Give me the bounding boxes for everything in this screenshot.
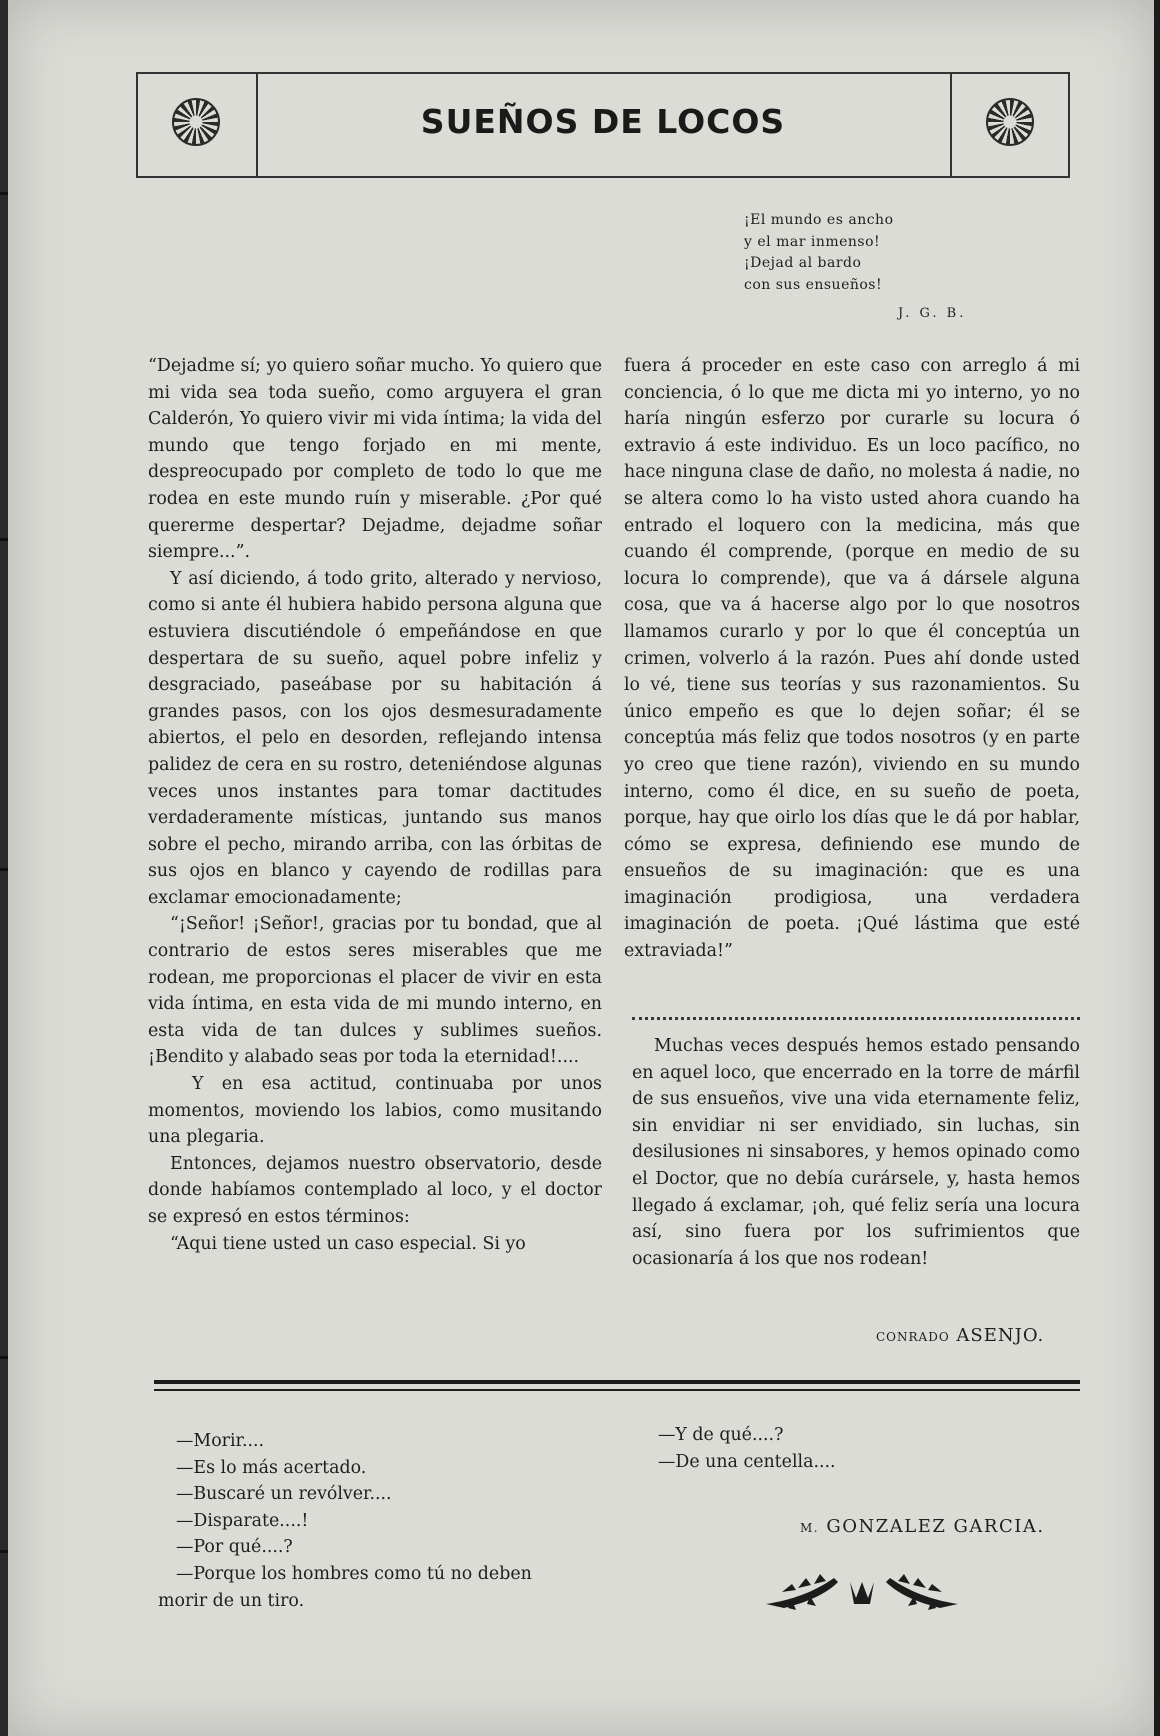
dialogue-right [658, 1422, 958, 1475]
epigraph-line: ¡El mundo es ancho [744, 212, 894, 228]
signature-surname: ASENJO. [956, 1325, 1045, 1346]
dialogue-line: morir de un tiro. [158, 1590, 305, 1611]
section-rule [154, 1389, 1080, 1391]
epigraph-line: ¡Dejad al bardo [744, 255, 862, 271]
floral-ornament-icon [762, 1570, 962, 1614]
dialogue-line: —Disparate....! [176, 1510, 309, 1531]
dotted-separator [632, 1007, 1080, 1020]
paragraph: “Aqui tiene usted un caso especial. Si yo [170, 1233, 526, 1254]
author-signature [876, 1325, 1044, 1346]
author-signature-2 [800, 1516, 1045, 1537]
dialogue-line: —Buscaré un revólver.... [176, 1484, 392, 1505]
section-rule [154, 1380, 1080, 1384]
right-column-continuation [632, 1033, 1080, 1272]
left-column [148, 353, 602, 1257]
signature-surname: GONZALEZ GARCIA. [826, 1516, 1045, 1537]
epigraph-line: con sus ensueños! [744, 276, 883, 293]
paragraph: “¡Señor! ¡Señor!, gracias por tu bondad, que al contrario de estos seres miserables que me rodean, me proporcionas el placer de vivir en esta vida íntima, en esta vida de mi mundo interno, en esta vida de tan dulces y sublimes sueños. ¡Bendito y alabado seas por toda la eternidad!.... [148, 914, 602, 1068]
page-title: SUEÑOS DE LOCOS [420, 102, 786, 141]
paragraph: Y así diciendo, á todo grito, alterado y nervioso, como si ante él hubiera habido persona alguna que estuviera discutiéndole ó empeñándose en que despertara de su sueño, aquel pobre infeliz y desgraciado, paseábase por su habitación á grandes pasos, con los ojos desmesuradamente abiertos, el pelo en desorden, reflejando intensa palidez de cera en su rostro, deteniéndose algunas veces unos instantes para tomar dactitudes verdaderamente místicas, juntando sus manos sobre el pecho, mirando arriba, con las órbitas de sus ojos en blanco y cayendo de rodillas para exclamar emocionadamente; [148, 568, 602, 908]
dialogue-line: —Porque los hombres como tú no deben [176, 1563, 532, 1584]
epigraph-author: J. G. B. [898, 306, 967, 321]
signature-first-name: CONRADO [876, 1330, 950, 1344]
paragraph: Y en esa actitud, continuaba por unos momentos, moviendo los labios, como musitando una plegaria. [148, 1074, 602, 1148]
dialogue-line: —Morir.... [176, 1431, 265, 1451]
epigraph-line: y el mar inmenso! [744, 233, 881, 250]
dialogue-left [158, 1428, 616, 1614]
dialogue-line: —Es lo más acertado. [176, 1457, 367, 1478]
dialogue-line: —Por qué....? [176, 1537, 293, 1558]
dialogue-line: —Y de qué....? [658, 1425, 784, 1445]
epigraph [744, 210, 984, 296]
title-header [136, 72, 1070, 178]
paragraph: “Dejadme sí; yo quiero soñar mucho. Yo quiero que mi vida sea toda sueño, como arguyera el gran Calderón, Yo quiero vivir mi vida íntima; la vida del mundo que tengo forjado en mi mente, despreocupado por completo de todo lo que me rodea en este mundo ruín y miserable. ¿Por qué quererme despertar? Dejadme, dejadme soñar siempre...”. [148, 356, 602, 563]
dialogue-line: —De una centella.... [658, 1451, 836, 1472]
signature-initial: M. [800, 1521, 820, 1535]
right-column [624, 353, 1080, 965]
paragraph: fuera á proceder en este caso con arreglo á mi conciencia, ó lo que me dicta mi yo interno, yo no haría ningún esferzo por curarle su locura ó extravio á este individuo. Es un loco pacífico, no hace ninguna clase de daño, no molesta á nadie, no se altera como lo ha visto usted ahora cuando ha entrado el loquero con la medicina, más que cuando él comprende, (porque en medio de su locura lo comprende), que va á dársele alguna cosa, que va á hacerse algo por lo que nosotros llamamos curarlo y por lo que él conceptúa un crimen, volverlo á la razón. Pues ahí donde usted lo vé, tiene sus teorías y sus razonamientos. Su único empeño es que lo dejen soñar; él se conceptúa más feliz que todos nosotros (y en parte yo creo que tiene razón), viviendo en su mundo interno, como él dice, en su sueño de poeta, porque, hay que oirlo los días que le dá por hablar, cómo se expresa, definiendo ese mundo de ensueños de su imaginación: que es una imaginación prodigiosa, una verdadera imaginación de poeta. ¡Qué lástima que esté extraviada!” [624, 356, 1080, 962]
paragraph: Muchas veces después hemos estado pensando en aquel loco, que encerrado en la torre de márfil de sus ensueños, vive una vida eternamente feliz, sin envidiar ni ser envidiado, sin luchas, sin desilusiones ni sinsabores, y hemos opinado como el Doctor, que no debía curársele, y, hasta hemos llegado á exclamar, ¡oh, qué feliz sería una locura así, sino fuera por los sufrimientos que ocasionaría á los que nos rodean! [632, 1036, 1080, 1269]
paragraph: Entonces, dejamos nuestro observatorio, desde donde habíamos contemplado al loco, y el doctor se expresó en estos términos: [148, 1153, 602, 1227]
